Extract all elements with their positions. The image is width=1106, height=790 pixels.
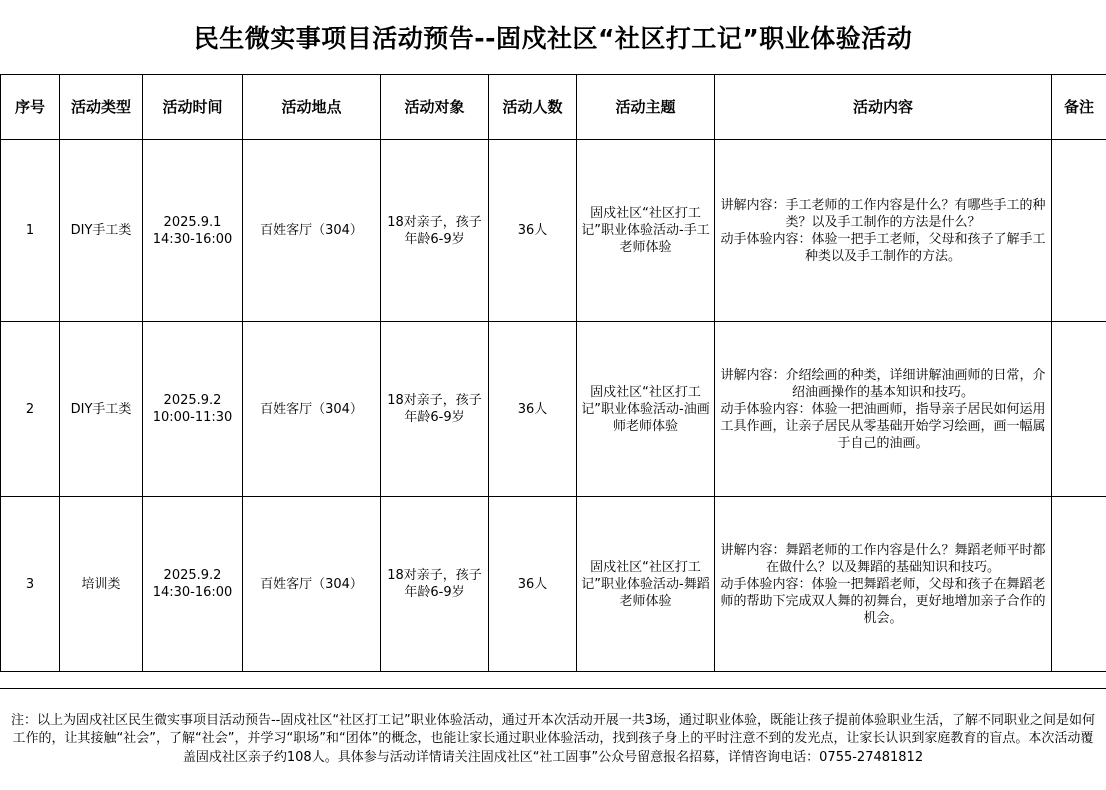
footnote xyxy=(0,688,1106,790)
header-count: 活动人数 xyxy=(489,75,577,140)
cell-date: 2025.9.1 xyxy=(163,214,222,230)
cell-no: 1 xyxy=(1,140,60,322)
cell-place: 百姓客厅（304） xyxy=(243,140,381,322)
cell-no: 3 xyxy=(1,497,60,672)
cell-remark xyxy=(1052,322,1106,497)
cell-type: DIY手工类 xyxy=(60,322,143,497)
content-practice: 动手体验内容：体验一把舞蹈老师，父母和孩子在舞蹈老师的帮助下完成双人舞的初舞台，更好地增加亲子合作的机会。 xyxy=(720,576,1046,626)
cell-time xyxy=(143,140,243,322)
cell-theme: 固戍社区“社区打工记”职业体验活动-油画师老师体验 xyxy=(577,322,715,497)
cell-target: 18对亲子，孩子年龄6-9岁 xyxy=(381,322,489,497)
cell-target: 18对亲子，孩子年龄6-9岁 xyxy=(381,497,489,672)
cell-content xyxy=(715,140,1052,322)
cell-date: 2025.9.2 xyxy=(163,393,222,408)
table-header-row xyxy=(1,75,1106,140)
content-practice: 动手体验内容：体验一把油画师，指导亲子居民如何运用工具作画，让亲子居民从零基础开始学习绘画，画一幅属于自己的油画。 xyxy=(720,401,1046,451)
cell-date: 2025.9.2 xyxy=(163,568,222,583)
table-row xyxy=(1,322,1106,497)
table-row xyxy=(1,497,1106,672)
content-practice: 动手体验内容：体验一把手工老师，父母和孩子了解手工种类以及手工制作的方法。 xyxy=(720,231,1046,264)
cell-target: 18对亲子，孩子年龄6-9岁 xyxy=(381,140,489,322)
cell-content xyxy=(715,322,1052,497)
header-place: 活动地点 xyxy=(243,75,381,140)
cell-time xyxy=(143,497,243,672)
footnote-text: 注：以上为固戍社区民生微实事项目活动预告--固戍社区“社区打工记”职业体验活动，通过开本次活动开展一共3场，通过职业体验，既能让孩子提前体验职业生活，了解不同职业之间是如何工作的，让其接触“社会”，了解“社会”，并学习“职场”和“团体”的概念，也能让家长通过职业体验活动，找到孩子身上的平时注意不到的发光点，让家长认识到家庭教育的盲点。本次活动覆盖固戍社区亲子约108人。具体参与活动详情请关注固戍社区“社工固事”公众号留意报名招募，详情咨询电话：0755-27481812 xyxy=(10,712,1096,765)
content-explain: 讲解内容：手工老师的工作内容是什么？有哪些手工的种类？以及手工制作的方法是什么？ xyxy=(720,197,1046,230)
header-content: 活动内容 xyxy=(715,75,1052,140)
cell-theme: 固戍社区“社区打工记”职业体验活动-手工老师体验 xyxy=(577,140,715,322)
cell-remark xyxy=(1052,497,1106,672)
cell-time-range: 14:30-16:00 xyxy=(152,585,233,600)
cell-no: 2 xyxy=(1,322,60,497)
cell-type: 培训类 xyxy=(60,497,143,672)
header-time: 活动时间 xyxy=(143,75,243,140)
page-title: 民生微实事项目活动预告--固戍社区“社区打工记”职业体验活动 xyxy=(193,24,913,53)
cell-count: 36人 xyxy=(489,140,577,322)
cell-time xyxy=(143,322,243,497)
cell-type: DIY手工类 xyxy=(60,140,143,322)
cell-place: 百姓客厅（304） xyxy=(243,497,381,672)
cell-count: 36人 xyxy=(489,322,577,497)
cell-theme: 固戍社区“社区打工记”职业体验活动-舞蹈老师体验 xyxy=(577,497,715,672)
cell-content xyxy=(715,497,1052,672)
header-target: 活动对象 xyxy=(381,75,489,140)
header-no: 序号 xyxy=(1,75,60,140)
header-type: 活动类型 xyxy=(60,75,143,140)
cell-time-range: 10:00-11:30 xyxy=(152,410,233,425)
cell-count: 36人 xyxy=(489,497,577,672)
header-theme: 活动主题 xyxy=(577,75,715,140)
cell-place: 百姓客厅（304） xyxy=(243,322,381,497)
table-row xyxy=(1,140,1106,322)
content-explain: 讲解内容：舞蹈老师的工作内容是什么？舞蹈老师平时都在做什么？以及舞蹈的基础知识和技巧。 xyxy=(720,542,1046,575)
cell-remark xyxy=(1052,140,1106,322)
activity-table xyxy=(0,74,1106,672)
cell-time-range: 14:30-16:00 xyxy=(152,231,233,247)
content-explain: 讲解内容：介绍绘画的种类，详细讲解油画师的日常，介绍油画操作的基本知识和技巧。 xyxy=(720,367,1046,400)
header-remark: 备注 xyxy=(1052,75,1106,140)
